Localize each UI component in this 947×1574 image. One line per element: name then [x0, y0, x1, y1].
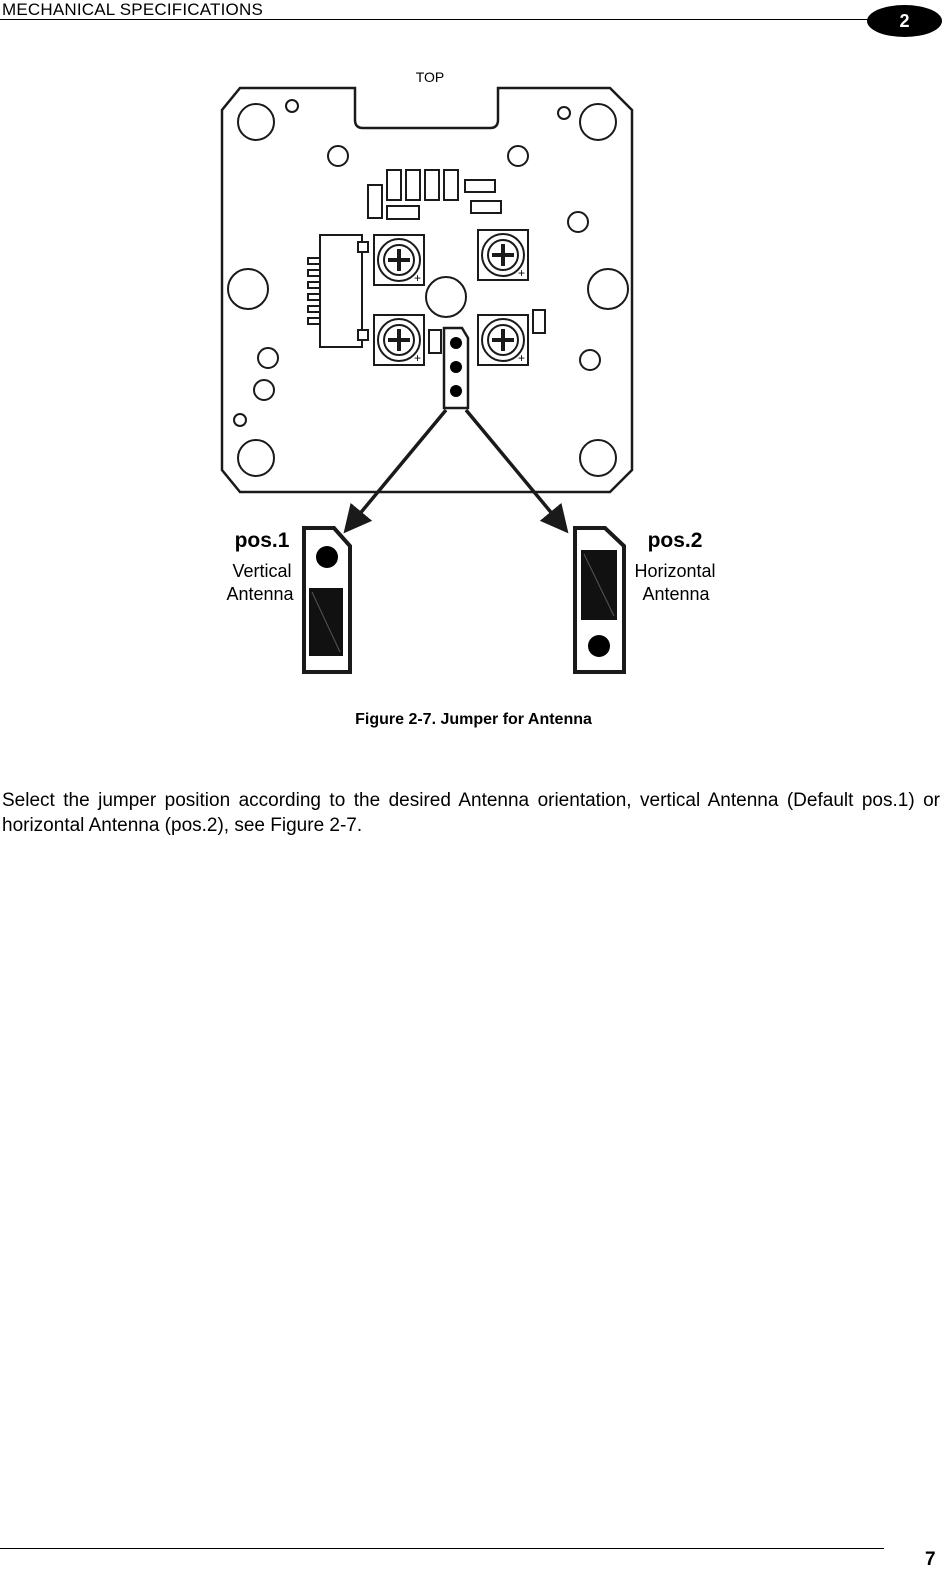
jumper-header: [444, 328, 468, 408]
page-number: 7: [925, 1549, 936, 1570]
pos1-line1: Vertical: [232, 561, 292, 581]
pos1-line2: Antenna: [226, 584, 294, 604]
running-header-title: MECHANICAL SPECIFICATIONS: [2, 0, 263, 19]
top-label: TOP: [415, 69, 445, 85]
pos2-title: pos.2: [647, 529, 703, 552]
chapter-badge: 2: [867, 5, 942, 37]
pos2-line2: Antenna: [642, 584, 710, 604]
pos1-title: pos.1: [234, 529, 290, 552]
svg-text:+: +: [518, 351, 526, 365]
figure-caption: Figure 2-7. Jumper for Antenna: [355, 711, 592, 728]
jumper-pos1: [304, 528, 350, 672]
jumper-pos2: [575, 528, 624, 672]
pos2-line1: Horizontal: [634, 561, 716, 581]
header-rule: [0, 19, 878, 20]
jumper-antenna-figure: [200, 60, 740, 680]
svg-text:+: +: [414, 351, 422, 365]
body-paragraph: Select the jumper position according to the desired Antenna orientation, vertical Antenna (Default pos.1) or horizontal Antenna (pos.2), see Figure 2-7.: [2, 790, 940, 836]
svg-text:+: +: [518, 266, 526, 280]
svg-text:+: +: [414, 271, 422, 285]
footer-rule: [0, 1548, 884, 1549]
